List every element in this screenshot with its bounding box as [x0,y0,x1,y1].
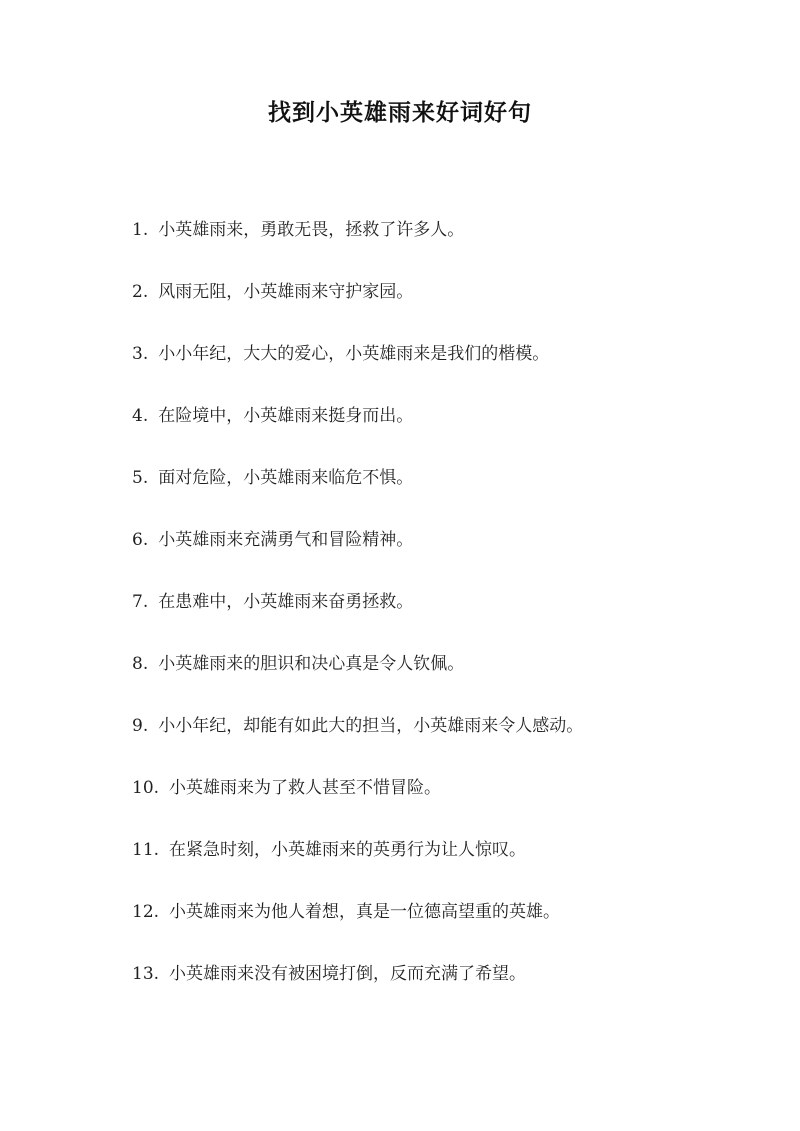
item-text: 在险境中，小英雄雨来挺身而出。 [158,406,414,426]
list-item [132,528,752,590]
list-item [132,404,752,466]
list-item [132,900,752,962]
item-text: 面对危险，小英雄雨来临危不惧。 [158,468,414,488]
list-item [132,962,752,1024]
item-text: 风雨无阻，小英雄雨来守护家园。 [158,282,414,302]
list-item [132,342,752,404]
list-item [132,466,752,528]
item-number: 4. [132,406,149,426]
item-number: 3. [132,344,149,364]
list-item [132,280,752,342]
sentence-list [132,218,752,1024]
item-number: 5. [132,468,149,488]
list-item [132,714,752,776]
item-number: 9. [132,716,149,736]
item-text: 小英雄雨来的胆识和决心真是令人钦佩。 [158,654,465,674]
list-item [132,776,752,838]
list-item [132,652,752,714]
item-text: 在患难中，小英雄雨来奋勇拯救。 [158,592,414,612]
item-text: 在紧急时刻，小英雄雨来的英勇行为让人惊叹。 [169,840,527,860]
item-number: 12. [132,902,160,922]
item-text: 小小年纪，大大的爱心，小英雄雨来是我们的楷模。 [158,344,550,364]
item-number: 8. [132,654,149,674]
item-text: 小小年纪，却能有如此大的担当，小英雄雨来令人感动。 [158,716,584,736]
item-number: 2. [132,282,149,302]
item-text: 小英雄雨来为了救人甚至不惜冒险。 [169,778,442,798]
item-text: 小英雄雨来没有被困境打倒，反而充满了希望。 [169,964,527,984]
item-number: 11. [132,840,160,860]
item-text: 小英雄雨来为他人着想，真是一位德高望重的英雄。 [169,902,561,922]
page-title: 找到小英雄雨来好词好句 [268,99,532,126]
item-number: 7. [132,592,149,612]
item-number: 6. [132,530,149,550]
list-item [132,590,752,652]
item-number: 10. [132,778,160,798]
item-number: 1. [132,220,149,240]
item-number: 13. [132,964,160,984]
list-item [132,838,752,900]
item-text: 小英雄雨来充满勇气和冒险精神。 [158,530,414,550]
item-text: 小英雄雨来，勇敢无畏，拯救了许多人。 [158,220,465,240]
list-item [132,218,752,280]
